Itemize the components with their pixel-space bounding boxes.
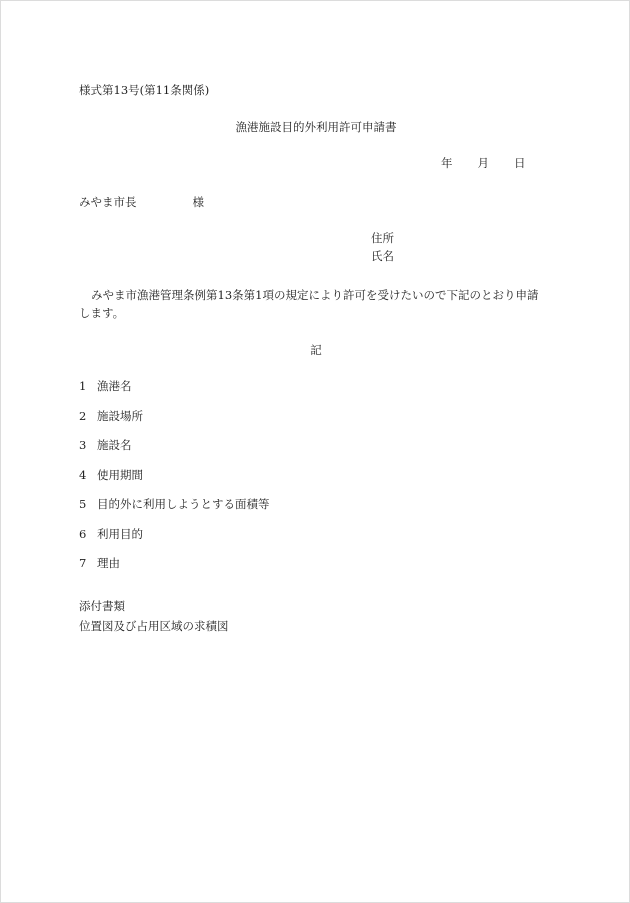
list-item bbox=[79, 379, 270, 409]
item-label: 目的外に利用しようとする面積等 bbox=[97, 497, 270, 511]
applicant-name-label: 氏名 bbox=[371, 249, 394, 263]
item-number: 3 bbox=[79, 438, 87, 452]
item-label: 利用目的 bbox=[97, 526, 143, 541]
addressee-name: みやま市長 bbox=[79, 195, 137, 209]
date-year-label: 年 bbox=[441, 156, 453, 170]
item-number: 6 bbox=[79, 526, 87, 541]
item-number: 1 bbox=[79, 379, 87, 393]
item-label: 使用期間 bbox=[97, 467, 143, 482]
date-line bbox=[441, 156, 526, 171]
ki-heading: 記 bbox=[310, 343, 322, 357]
addressee-line bbox=[79, 195, 204, 210]
document-title: 漁港施設目的外利用許可申請書 bbox=[235, 120, 397, 134]
addressee-honorific: 様 bbox=[192, 195, 204, 209]
date-day-label: 日 bbox=[514, 156, 526, 170]
item-label: 理由 bbox=[97, 556, 120, 570]
item-list bbox=[79, 379, 270, 586]
list-item bbox=[79, 468, 270, 498]
list-item bbox=[79, 409, 270, 439]
list-item bbox=[79, 556, 270, 586]
list-item bbox=[79, 527, 270, 557]
item-number: 7 bbox=[79, 556, 87, 570]
date-month-label: 月 bbox=[477, 156, 489, 170]
item-label: 施設名 bbox=[97, 438, 132, 452]
body-paragraph: みやま市漁港管理条例第13条第1項の規定により許可を受けたいので下記のとおり申請します。 bbox=[79, 288, 539, 320]
item-label: 施設場所 bbox=[97, 408, 143, 423]
attachments-item: 位置図及び占用区域の求積図 bbox=[79, 619, 229, 633]
form-number: 様式第13号(第11条関係) bbox=[79, 83, 210, 97]
attachments-heading: 添付書類 bbox=[79, 599, 125, 613]
applicant-address-label: 住所 bbox=[371, 231, 394, 245]
list-item bbox=[79, 438, 270, 468]
item-number: 2 bbox=[79, 408, 87, 423]
item-number: 4 bbox=[79, 467, 87, 482]
item-label: 漁港名 bbox=[97, 379, 132, 393]
list-item bbox=[79, 497, 270, 527]
item-number: 5 bbox=[79, 497, 87, 511]
